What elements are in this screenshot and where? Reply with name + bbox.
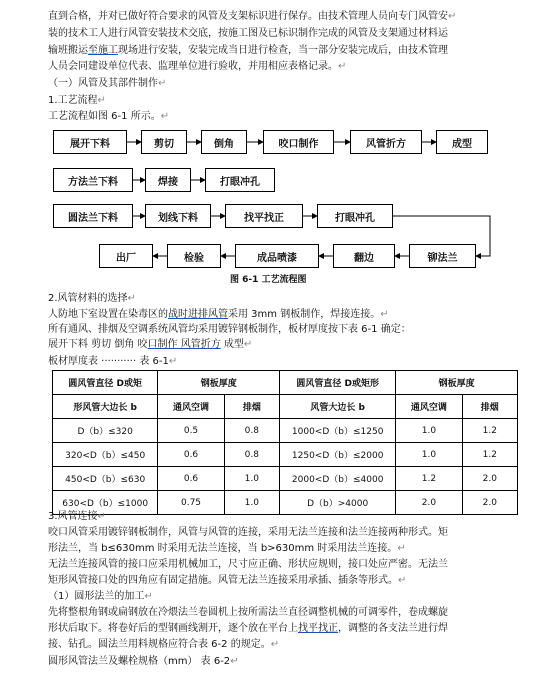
table-cell: 1.0: [224, 491, 279, 515]
flow-step-mark-cut: 划线下料: [145, 204, 211, 228]
header-cell: 通风空调: [158, 395, 224, 419]
flow-step-round-flange-cut: 圆法兰下料: [53, 204, 133, 228]
table-cell: 0.5: [158, 419, 224, 443]
table-cell: 1.2: [462, 419, 517, 443]
flow-step-ship: 出厂: [99, 244, 153, 268]
table-row: [53, 467, 518, 491]
table-cell: 0.8: [224, 443, 279, 467]
thickness-table: [52, 370, 518, 515]
table-cell: D（b）>4000: [280, 491, 396, 515]
header-cell: 风管大边长 b: [280, 395, 396, 419]
header-cell: 排烟: [224, 395, 279, 419]
para-text-underlined: 找平找正: [298, 623, 338, 634]
table-cell: D（b）≤320: [53, 419, 158, 443]
para-line: 形法兰，当 b≤630mm 时采用无法兰连接，当 b>630mm 时采用法兰连接。↵: [48, 543, 406, 554]
subheading: 1.工艺流程↵: [48, 95, 106, 106]
flow-step-seam: 咬口制作: [263, 130, 334, 154]
table-cell: 0.75: [158, 491, 224, 515]
table-title: 板材厚度表 ··········· 表 6-1↵: [48, 356, 178, 367]
flow-step-level: 找平找正: [225, 204, 303, 228]
para-text: 装的技术工人进行风管安装技术交底，按施工图及已标识制作完成的风管及支架通过材料运: [48, 28, 448, 39]
table-cell: 0.6: [158, 443, 224, 467]
para-line: 所有通风、排烟及空调系统风管均采用镀锌钢板制作，板材厚度按下表 6-1 确定：: [48, 324, 411, 335]
section-heading: 2.风管材料的选择↵: [48, 293, 136, 304]
flow-step-fold: 风管折方: [350, 130, 422, 154]
flow-step-weld: 焊接: [145, 168, 191, 192]
table-cell: 1.0: [224, 467, 279, 491]
table-cell: 1.0: [396, 419, 462, 443]
table-row: [53, 419, 518, 443]
header-cell: 钢板厚度: [396, 371, 518, 395]
flow-step-shear: 剪切: [141, 130, 187, 154]
flow-step-punch: 打眼冲孔: [205, 168, 275, 192]
table-cell: 450<D（b）≤630: [53, 467, 158, 491]
header-cell: 圆风管直径 D或矩: [53, 371, 158, 395]
para-line: 咬口风管采用镀锌钢板制作，风管与风管的连接，采用无法兰连接和法兰连接两种形式。矩: [48, 527, 448, 538]
header-cell: 通风空调: [396, 395, 462, 419]
para-line: 直到合格，并对已做好符合要求的风管及支架标识进行保存。由技术管理人员向专门风管安↵: [48, 11, 457, 22]
flow-step-square-flange-cut: 方法兰下料: [53, 168, 133, 192]
table-cell: 1250<D（b）≤2000: [280, 443, 396, 467]
para-text: 输班搬运: [48, 45, 88, 56]
header-cell: 圆风管直径 D或矩形: [280, 371, 396, 395]
table-cell: 0.6: [158, 467, 224, 491]
para-text: 现场进行安装，安装完成当日进行检查，当一部分安装完成后，由技术管理: [118, 45, 448, 56]
table-cell: 2.0: [396, 491, 462, 515]
table-cell: 2.0: [462, 491, 517, 515]
flow-step-punch-2: 打眼冲孔: [317, 204, 393, 228]
para-line: 矩形风管接口处的四角应有固定措施。风管无法兰连接采用承插、插条等形式。↵: [48, 575, 407, 586]
table-row: [53, 443, 518, 467]
table-cell: 1.0: [396, 443, 462, 467]
para-line: 形状后取下。将卷好后的型钢画线割开，逐个放在平台上找平找正，调整的各支法兰进行焊: [48, 623, 448, 634]
table-title: 圆形风管法兰及螺栓规格（mm） 表 6-2↵: [48, 656, 239, 667]
table-cell: 1.2: [462, 443, 517, 467]
table-cell: 320<D（b）≤450: [53, 443, 158, 467]
para-line: 接、钻孔。圆法兰用料规格应符合表 6-2 的规定。↵: [48, 639, 280, 650]
table-cell: 2000<D（b）≤4000: [280, 467, 396, 491]
flow-step-unfold-cut: 展开下料: [53, 130, 127, 154]
para-text-underlined: 战时进排风管: [168, 309, 228, 320]
flow-step-chamfer: 倒角: [201, 130, 247, 154]
para-text-underlined: 至施工: [88, 45, 118, 56]
table-cell: 630<D（b）≤1000: [53, 491, 158, 515]
table-cell: 1.2: [396, 467, 462, 491]
table-cell: 0.8: [224, 419, 279, 443]
flow-step-paint: 成品喷漆: [235, 244, 319, 268]
para-line: 工艺流程如图 6-1 所示。↵: [48, 111, 170, 122]
flow-step-flange-edge: 翻边: [333, 244, 395, 268]
para-line: 人防地下室设置在染毒区的战时进排风管采用 3mm 钢板制作，焊接连接。↵: [48, 309, 389, 320]
para-text-underlined: 口制作 风管折方: [147, 339, 221, 350]
section-heading: 3.风管连接↵: [48, 511, 106, 522]
para-text: 人员会同建设单位代表、监理单位进行验收，并用相应表格记录。: [48, 61, 338, 72]
para-line: 先将整根角钢或扁钢放在冷煨法兰卷圆机上按所需法兰直径调整机械的可调零件，卷成螺旋: [48, 607, 448, 618]
figure-caption: 图 6-1 工艺流程图: [230, 275, 307, 285]
subheading: （一）风管及其部件制作↵: [48, 78, 167, 89]
para-line: 展开下料 剪切 倒角 咬口制作 风管折方 成型↵: [48, 339, 253, 350]
para-text: 直到合格，并对已做好符合要求的风管及支架标识进行保存。由技术管理人员向专门风管安: [48, 11, 448, 22]
flow-step-inspect: 检验: [167, 244, 221, 268]
para-line: 人员会同建设单位代表、监理单位进行验收，并用相应表格记录。↵: [48, 61, 347, 72]
table-cell: 2.0: [462, 467, 517, 491]
para-line: 无法兰连接风管的接口应采用机械加工，尺寸应正确、形状应规则，接口处应严密。无法兰: [48, 559, 448, 570]
table-cell: 1000<D（b）≤1250: [280, 419, 396, 443]
subheading: （1）圆形法兰的加工↵: [48, 591, 153, 602]
flow-step-form: 成型: [436, 130, 488, 154]
header-cell: 钢板厚度: [158, 371, 280, 395]
header-cell: 排烟: [462, 395, 517, 419]
header-cell: 形风管大边长 b: [53, 395, 158, 419]
flow-step-rivet: 铆法兰: [409, 244, 476, 268]
